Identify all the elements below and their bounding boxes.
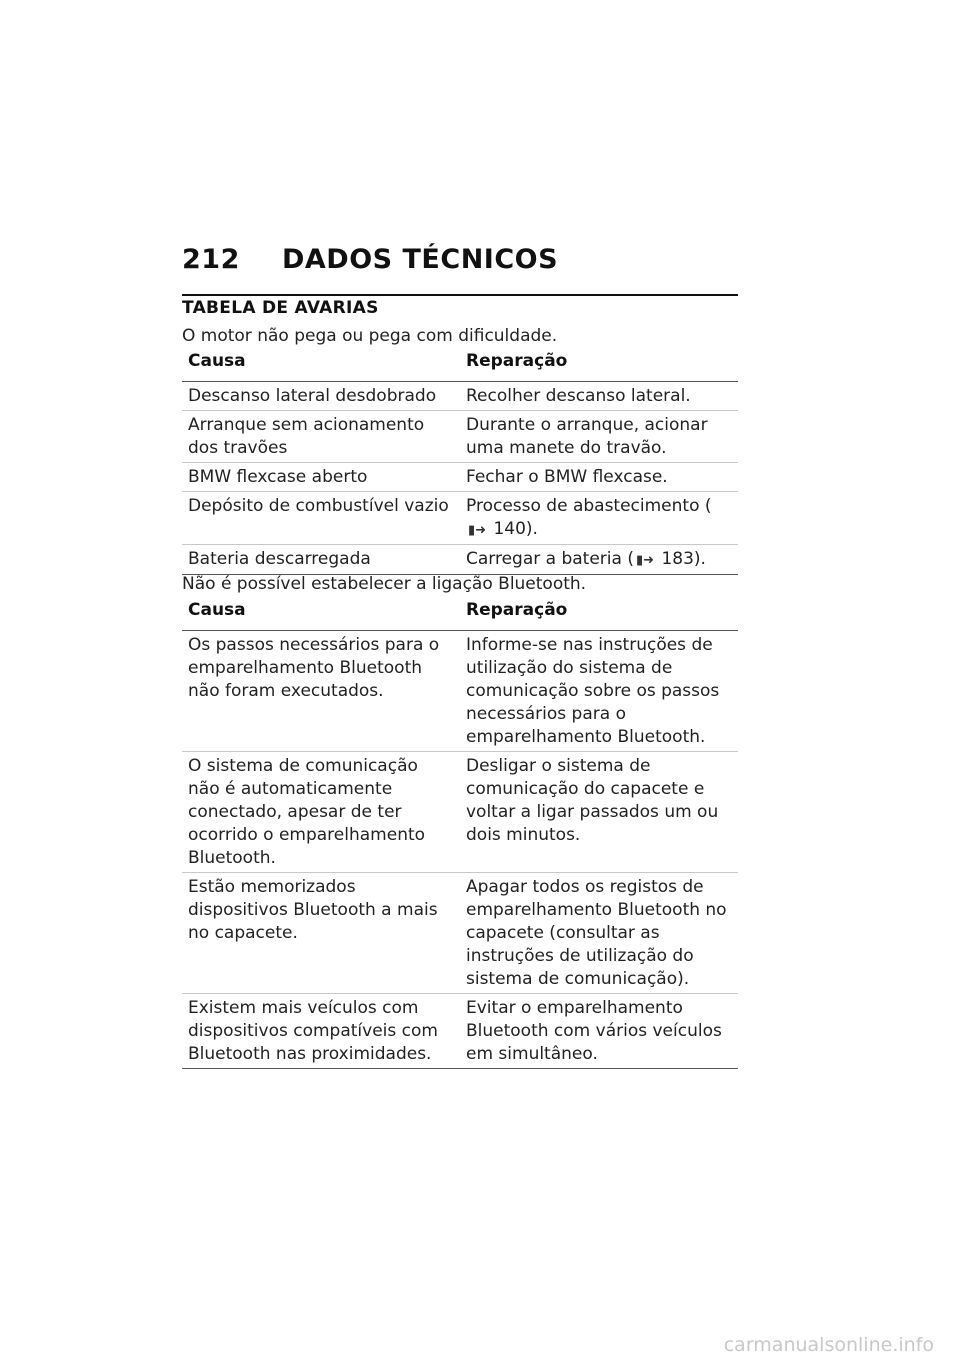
page-header (182, 244, 738, 275)
cause-cell: Descanso lateral desdobrado (182, 382, 460, 411)
cause-cell: Arranque sem acionamento dos travões (182, 411, 460, 463)
header-rule (182, 294, 738, 296)
repair-text-suffix: ). (693, 549, 706, 569)
table-row (182, 752, 738, 873)
table-row (182, 463, 738, 492)
table-row (182, 873, 738, 994)
cause-cell: Estão memorizados dispositivos Bluetooth a mais no capacete. (182, 873, 460, 994)
table1-intro: O motor não pega ou pega com dificuldade. (182, 326, 558, 346)
page-reference-link[interactable]: 140 (493, 519, 526, 539)
table2-intro: Não é possível estabelecer a ligação Bluetooth. (182, 574, 587, 594)
repair-text: Carregar a bateria ( (466, 549, 634, 569)
repair-cell: Apagar todos os registos de emparelhamento Bluetooth no capacete (consultar as instruções de utilização do sistema de comunicação). (460, 873, 738, 994)
column-header-cause: Causa (182, 599, 460, 631)
watermark: carmanualsonline.info (723, 1334, 934, 1356)
cause-cell: BMW flexcase aberto (182, 463, 460, 492)
table-row (182, 382, 738, 411)
repair-cell: Evitar o emparelhamento Bluetooth com vários veículos em simultâneo. (460, 994, 738, 1069)
cause-cell: O sistema de comunicação não é automaticamente conectado, apesar de ter ocorrido o emparelhamento Bluetooth. (182, 752, 460, 873)
column-header-repair: Reparação (460, 599, 738, 631)
repair-text: Processo de abastecimento ( (466, 496, 712, 516)
page-reference-link[interactable]: 183 (661, 549, 694, 569)
cause-cell: Existem mais veículos com dispositivos compatíveis com Bluetooth nas proximidades. (182, 994, 460, 1069)
page-number: 212 (182, 244, 240, 275)
bluetooth-fault-table (182, 599, 738, 1069)
repair-cell: Durante o arranque, acionar uma manete do travão. (460, 411, 738, 463)
repair-cell: Recolher descanso lateral. (460, 382, 738, 411)
engine-start-fault-table (182, 350, 738, 575)
column-header-cause: Causa (182, 350, 460, 382)
page-reference-arrow-icon: ▮➜ (468, 523, 487, 538)
column-header-repair: Reparação (460, 350, 738, 382)
table-row (182, 545, 738, 575)
repair-cell: Desligar o sistema de comunicação do capacete e voltar a ligar passados um ou dois minutos. (460, 752, 738, 873)
table-header-row (182, 599, 738, 631)
cause-cell: Os passos necessários para o emparelhamento Bluetooth não foram executados. (182, 631, 460, 752)
table-row (182, 631, 738, 752)
table-header-row (182, 350, 738, 382)
repair-cell: Fechar o BMW flexcase. (460, 463, 738, 492)
chapter-title: DADOS TÉCNICOS (282, 244, 559, 275)
cause-cell: Depósito de combustível vazio (182, 492, 460, 545)
table-row (182, 994, 738, 1069)
page-reference-arrow-icon: ▮➜ (635, 553, 655, 568)
table-row (182, 492, 738, 545)
repair-cell (460, 492, 738, 545)
table-row (182, 411, 738, 463)
cause-cell: Bateria descarregada (182, 545, 460, 575)
section-title: TABELA DE AVARIAS (182, 298, 379, 318)
repair-text-suffix: ). (525, 519, 538, 539)
repair-cell (460, 545, 738, 575)
repair-cell: Informe-se nas instruções de utilização do sistema de comunicação sobre os passos necessários para o emparelhamento Bluetooth. (460, 631, 738, 752)
